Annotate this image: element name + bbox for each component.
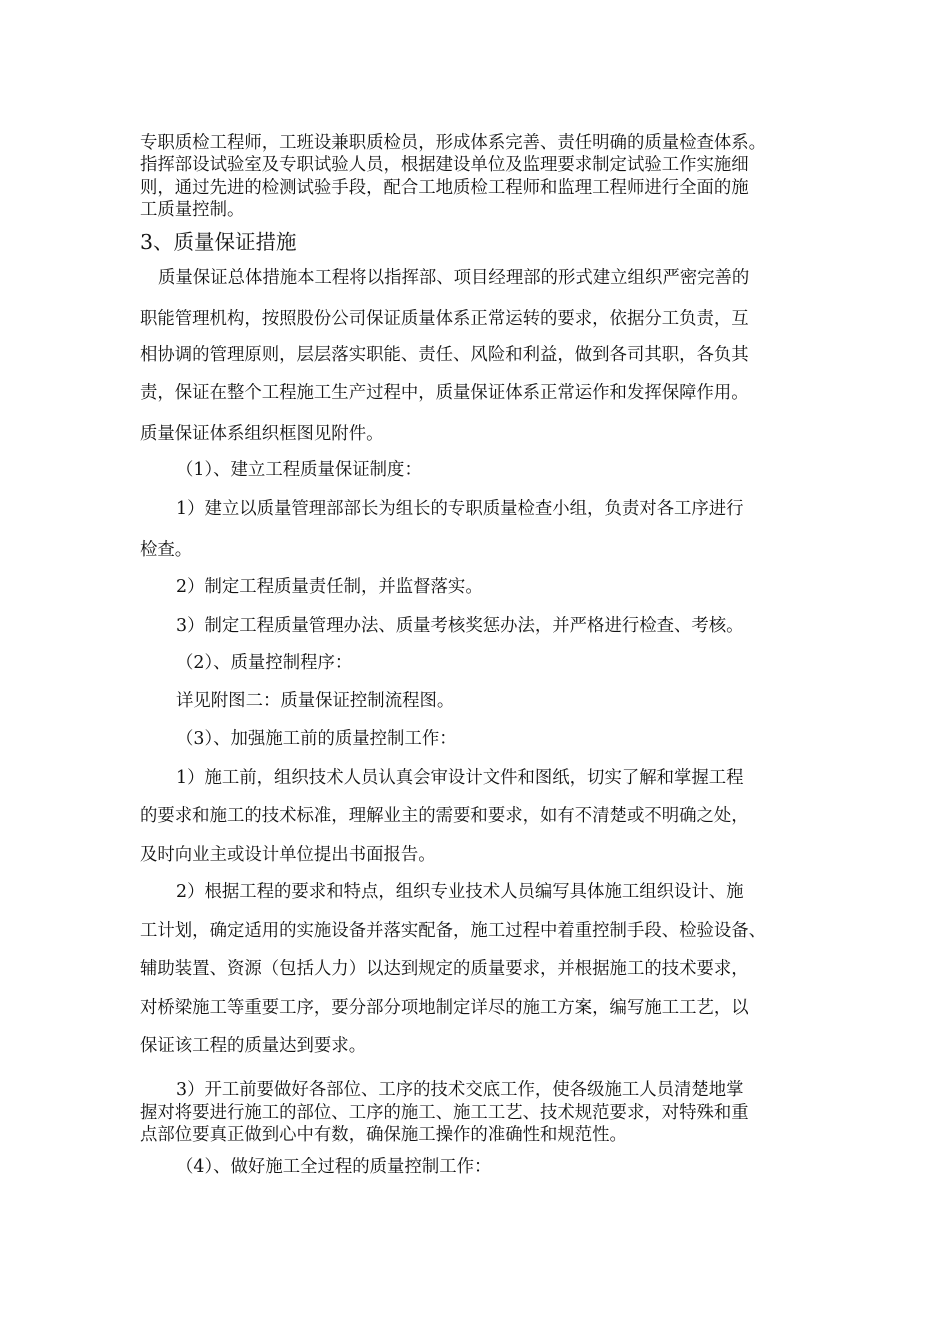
text-line: 2）制定工程质量责任制，并监督落实。 xyxy=(176,577,483,597)
text-line: 3）制定工程质量管理办法、质量考核奖惩办法，并严格进行检查、考核。 xyxy=(176,616,744,636)
text-line: 3）开工前要做好各部位、工序的技术交底工作，使各级施工人员清楚地掌 xyxy=(176,1080,744,1100)
subheading: （3）、加强施工前的质量控制工作： xyxy=(176,729,457,749)
text-line: 的要求和施工的技术标准，理解业主的需要和要求，如有不清楚或不明确之处， xyxy=(140,806,749,826)
subheading: （4）、做好施工全过程的质量控制工作： xyxy=(176,1157,492,1177)
text-line: 握对将要进行施工的部位、工序的施工、施工工艺、技术规范要求，对特殊和重 xyxy=(140,1103,749,1123)
text-line: 指挥部设试验室及专职试验人员，根据建设单位及监理要求制定试验工作实施细 xyxy=(140,155,749,175)
text-line: 工计划，确定适用的实施设备并落实配备，施工过程中着重控制手段、检验设备、 xyxy=(140,921,767,941)
text-line: 专职质检工程师，工班设兼职质检员，形成体系完善、责任明确的质量检查体系。 xyxy=(140,133,767,153)
text-line: 1）施工前，组织技术人员认真会审设计文件和图纸，切实了解和掌握工程 xyxy=(176,768,744,788)
text-line: 质量保证体系组织框图见附件。 xyxy=(140,424,384,444)
text-line: 详见附图二：质量保证控制流程图。 xyxy=(176,691,455,711)
section-heading: 3、质量保证措施 xyxy=(140,230,297,254)
text-line: 2）根据工程的要求和特点，组织专业技术人员编写具体施工组织设计、施 xyxy=(176,882,744,902)
subheading: （2）、质量控制程序： xyxy=(176,653,353,673)
subheading: （1）、建立工程质量保证制度： xyxy=(176,460,422,480)
text-line: 及时向业主或设计单位提出书面报告。 xyxy=(140,845,436,865)
text-line: 职能管理机构，按照股份公司保证质量体系正常运转的要求，依据分工负责，互 xyxy=(140,309,749,329)
text-line: 点部位要真正做到心中有数，确保施工操作的准确性和规范性。 xyxy=(140,1125,627,1145)
text-line: 对桥梁施工等重要工序，要分部分项地制定详尽的施工方案，编写施工工艺，以 xyxy=(140,998,749,1018)
text-line: 检查。 xyxy=(140,540,193,560)
text-line: 则，通过先进的检测试验手段，配合工地质检工程师和监理工程师进行全面的施 xyxy=(140,178,749,198)
text-line: 保证该工程的质量达到要求。 xyxy=(140,1036,367,1056)
text-line: 1）建立以质量管理部部长为组长的专职质量检查小组，负责对各工序进行 xyxy=(176,499,744,519)
text-line: 责，保证在整个工程施工生产过程中，质量保证体系正常运作和发挥保障作用。 xyxy=(140,383,749,403)
text-line: 质量保证总体措施本工程将以指挥部、项目经理部的形式建立组织严密完善的 xyxy=(158,268,750,288)
text-line: 工质量控制。 xyxy=(140,200,245,220)
text-line: 相协调的管理原则，层层落实职能、责任、风险和利益，做到各司其职，各负其 xyxy=(140,345,749,365)
text-line: 辅助装置、资源（包括人力）以达到规定的质量要求，并根据施工的技术要求， xyxy=(140,959,749,979)
